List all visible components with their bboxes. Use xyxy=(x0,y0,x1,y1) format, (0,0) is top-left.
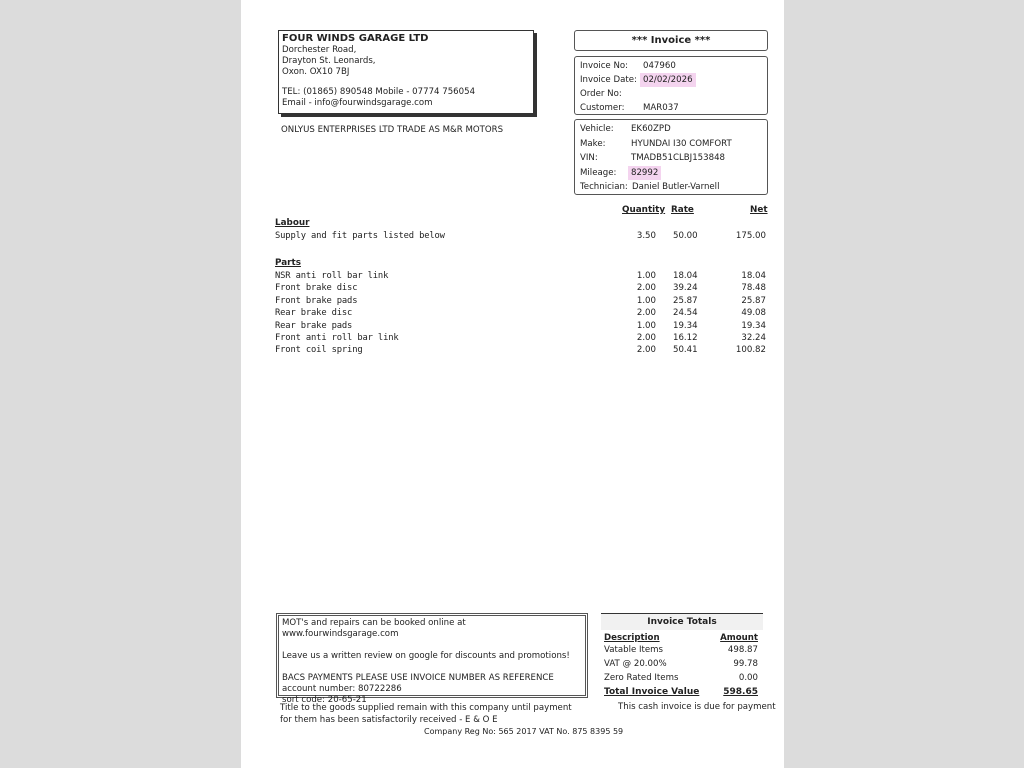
invoice-date-row xyxy=(575,73,767,87)
company-email: Email - info@fourwindsgarage.com xyxy=(282,98,433,108)
column-header-net: Net xyxy=(750,205,768,215)
grand-total-value: 598.65 xyxy=(723,687,758,697)
item-description: Front brake disc xyxy=(275,283,358,294)
totals-row xyxy=(604,643,758,657)
item-quantity: 2.00 xyxy=(636,308,656,319)
grand-total-row xyxy=(604,685,758,699)
line-item xyxy=(241,321,784,333)
vehicle-reg-row xyxy=(575,122,767,137)
notes-box xyxy=(276,613,588,705)
invoice-number: 047960 xyxy=(643,61,676,71)
item-description: Front brake pads xyxy=(275,295,358,306)
totals-value: 99.78 xyxy=(733,659,758,669)
labour-heading: Labour xyxy=(275,218,310,228)
line-item xyxy=(241,333,784,345)
item-rate: 16.12 xyxy=(673,333,698,343)
item-net: 49.08 xyxy=(741,308,766,319)
item-net: 78.48 xyxy=(741,283,766,294)
booking-note: MOT's and repairs can be booked online at www.fourwindsgarage.com xyxy=(282,618,466,639)
vehicle-mileage-row xyxy=(575,166,767,181)
item-net: 32.24 xyxy=(741,333,766,343)
parts-heading: Parts xyxy=(275,258,301,268)
item-net: 100.82 xyxy=(735,345,766,356)
title-note-line: for them has been satisfactorily received - E & O E xyxy=(280,715,498,725)
totals-value: 498.87 xyxy=(727,645,758,655)
field-label: Make: xyxy=(580,138,606,149)
line-item xyxy=(241,296,784,308)
field-label: Technician: xyxy=(580,182,628,193)
column-header-rate: Rate xyxy=(671,205,694,215)
line-item xyxy=(241,271,784,283)
line-item xyxy=(241,308,784,320)
line-item xyxy=(241,345,784,357)
vehicle-make: HYUNDAI I30 COMFORT xyxy=(631,138,732,149)
vehicle-vin-row xyxy=(575,151,767,166)
vehicle-vin: TMADB51CLBJ153848 xyxy=(631,153,726,164)
item-quantity: 3.50 xyxy=(636,231,656,241)
review-note: Leave us a written review on google for discounts and promotions! xyxy=(282,651,570,661)
item-description: Front anti roll bar link xyxy=(275,333,399,343)
payment-due-note: This cash invoice is due for payment xyxy=(618,702,776,712)
item-rate: 39.24 xyxy=(673,283,698,294)
sort-code: sort code: 20-65-21 xyxy=(282,695,367,705)
totals-row xyxy=(604,671,758,685)
company-registration: Company Reg No: 565 2017 VAT No. 875 8395 59 xyxy=(424,727,624,736)
item-net: 19.34 xyxy=(741,320,766,331)
item-quantity: 2.00 xyxy=(636,333,656,343)
field-label: Mileage: xyxy=(580,167,617,178)
item-net: 175.00 xyxy=(735,231,766,241)
invoice-totals-heading: Invoice Totals xyxy=(601,613,763,630)
item-quantity: 2.00 xyxy=(636,345,656,356)
item-rate: 50.00 xyxy=(673,231,698,241)
line-item xyxy=(241,231,784,243)
order-number-row xyxy=(575,87,767,101)
title-note-line: Title to the goods supplied remain with this company until payment xyxy=(280,703,572,713)
field-label: Invoice No: xyxy=(580,61,629,71)
customer-name: ONLYUS ENTERPRISES LTD TRADE AS M&R MOTORS xyxy=(281,125,504,135)
vehicle-mileage: 82992 xyxy=(628,166,661,181)
field-label: VIN: xyxy=(580,153,598,164)
totals-label: Vatable Items xyxy=(604,645,664,655)
totals-row xyxy=(604,657,758,671)
company-address-line: Drayton St. Leonards, xyxy=(282,56,376,66)
company-details-box xyxy=(278,30,534,114)
vehicle-make-row xyxy=(575,137,767,152)
technician-name: Daniel Butler-Varnell xyxy=(632,182,720,193)
bacs-note: BACS PAYMENTS PLEASE USE INVOICE NUMBER AS REFERENCE xyxy=(282,673,554,683)
field-label: Order No: xyxy=(580,89,622,99)
line-item xyxy=(241,283,784,295)
totals-label: VAT @ 20.00% xyxy=(604,659,667,669)
company-address-line: Oxon. OX10 7BJ xyxy=(282,67,350,77)
invoice-title: *** Invoice *** xyxy=(574,30,768,51)
company-address-line: Dorchester Road, xyxy=(282,45,357,55)
grand-total-label: Total Invoice Value xyxy=(604,687,700,697)
totals-amount-header: Amount xyxy=(720,633,758,643)
invoice-info-box xyxy=(574,56,768,115)
item-description: Rear brake disc xyxy=(275,308,353,319)
totals-label: Zero Rated Items xyxy=(604,673,679,683)
vehicle-registration: EK60ZPD xyxy=(631,124,671,134)
field-label: Customer: xyxy=(580,103,625,113)
totals-description-header: Description xyxy=(604,633,660,643)
item-description: Rear brake pads xyxy=(275,320,353,331)
item-net: 25.87 xyxy=(741,295,766,306)
field-label: Invoice Date: xyxy=(580,75,637,85)
item-description: Supply and fit parts listed below xyxy=(275,231,445,241)
item-quantity: 1.00 xyxy=(636,320,656,331)
item-rate: 25.87 xyxy=(673,295,698,306)
item-quantity: 1.00 xyxy=(636,271,656,281)
vehicle-info-box xyxy=(574,119,768,195)
item-rate: 24.54 xyxy=(673,308,698,319)
column-header-quantity: Quantity xyxy=(622,205,666,215)
item-quantity: 2.00 xyxy=(636,283,656,294)
item-description: Front coil spring xyxy=(275,345,363,356)
item-rate: 50.41 xyxy=(673,345,698,356)
technician-row xyxy=(575,180,767,195)
customer-code-row xyxy=(575,101,767,115)
field-label: Vehicle: xyxy=(580,124,614,134)
invoice-number-row xyxy=(575,59,767,73)
invoice-page xyxy=(241,0,784,768)
totals-value: 0.00 xyxy=(738,673,758,683)
customer-code: MAR037 xyxy=(643,103,679,113)
item-description: NSR anti roll bar link xyxy=(275,271,389,281)
item-rate: 19.34 xyxy=(673,320,698,331)
title-note xyxy=(280,702,572,726)
account-number: account number: 80722286 xyxy=(282,684,402,694)
company-phone: TEL: (01865) 890548 Mobile - 07774 756054 xyxy=(282,87,476,97)
invoice-date: 02/02/2026 xyxy=(640,73,696,87)
item-rate: 18.04 xyxy=(673,271,698,281)
company-name: FOUR WINDS GARAGE LTD xyxy=(282,33,429,44)
item-net: 18.04 xyxy=(741,271,766,281)
item-quantity: 1.00 xyxy=(636,295,656,306)
